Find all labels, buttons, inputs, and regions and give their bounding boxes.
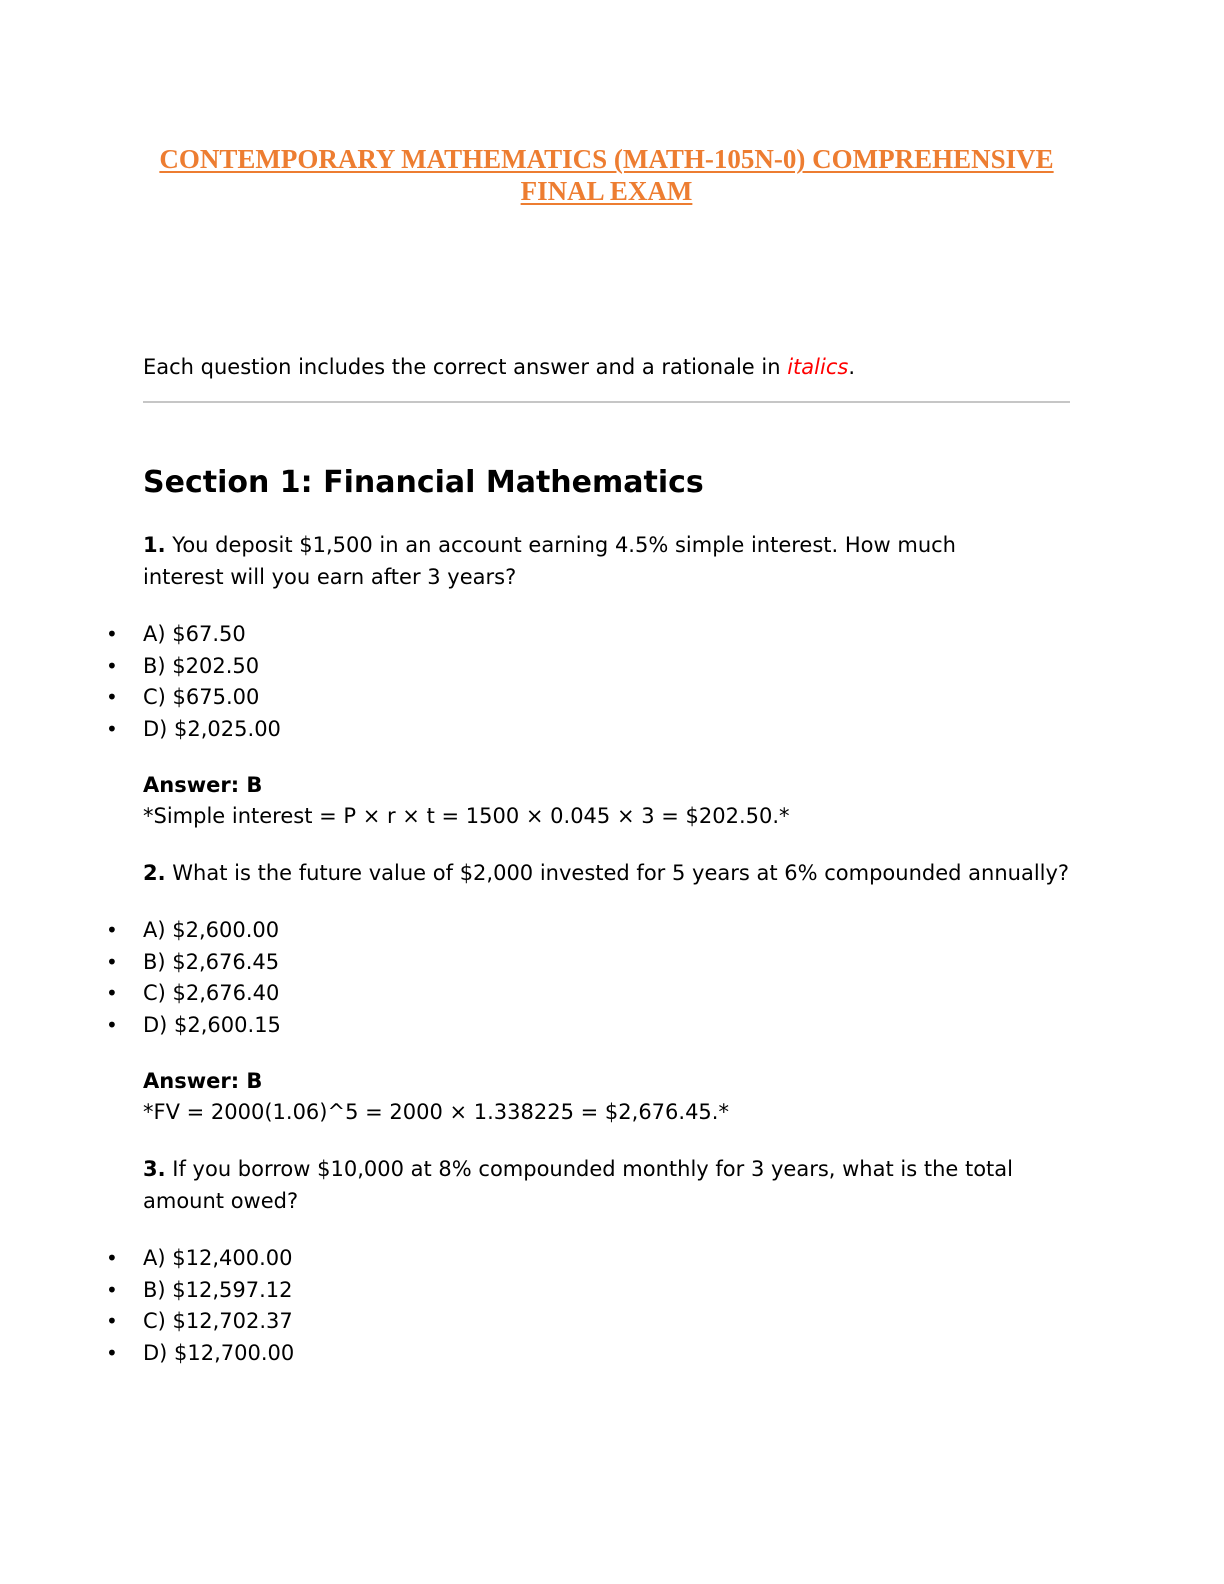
option-label: A) $12,400.00 — [143, 1246, 293, 1270]
bullet-icon: • — [106, 1277, 118, 1302]
option-label: A) $2,600.00 — [143, 918, 280, 942]
bullet-icon: • — [106, 981, 118, 1006]
bullet-icon: • — [106, 949, 118, 974]
question-2 — [143, 857, 1070, 889]
option-item — [0, 619, 281, 651]
intro-text — [143, 352, 1070, 382]
option-item — [0, 682, 281, 714]
exam-title-line-2: FINAL EXAM — [520, 176, 693, 206]
question-2-answer — [143, 1066, 1070, 1128]
exam-title — [143, 143, 1070, 207]
question-text: If you borrow $10,000 at 8% compounded monthly for 3 years, what is the total amount owed? — [143, 1157, 1013, 1213]
option-item — [0, 978, 281, 1010]
option-item — [0, 1306, 294, 1338]
option-label: C) $675.00 — [143, 685, 260, 710]
option-item — [0, 915, 281, 947]
option-item — [0, 947, 281, 979]
bullet-icon: • — [106, 918, 118, 942]
bullet-icon: • — [106, 1309, 118, 1334]
answer-label: Answer: B — [143, 1069, 263, 1093]
option-label: B) $12,597.12 — [143, 1277, 293, 1302]
bullet-icon: • — [106, 1013, 118, 1038]
question-2-options — [0, 915, 281, 1042]
option-label: B) $2,676.45 — [143, 949, 280, 974]
option-label: C) $2,676.40 — [143, 981, 280, 1006]
option-item — [0, 651, 281, 683]
bullet-icon: • — [106, 653, 118, 678]
question-3 — [143, 1153, 1043, 1217]
question-number: 1. — [143, 533, 166, 557]
answer-rationale: *FV = 2000(1.06)^5 = 2000 × 1.338225 = $2,676.45.* — [143, 1100, 729, 1124]
option-label: D) $2,600.15 — [143, 1013, 281, 1038]
intro-italic-word: italics — [787, 355, 849, 379]
question-1-answer — [143, 770, 1070, 832]
bullet-icon: • — [106, 685, 118, 710]
bullet-icon: • — [106, 717, 118, 742]
option-item — [0, 1338, 294, 1370]
question-number: 2. — [143, 861, 166, 885]
option-label: C) $12,702.37 — [143, 1309, 293, 1334]
option-item — [0, 1010, 281, 1042]
bullet-icon: • — [106, 1246, 118, 1270]
horizontal-divider — [143, 401, 1070, 403]
bullet-icon: • — [106, 1341, 118, 1366]
intro-text-after: . — [848, 355, 855, 379]
answer-rationale: *Simple interest = P × r × t = 1500 × 0.045 × 3 = $202.50.* — [143, 804, 790, 828]
exam-title-line-1: CONTEMPORARY MATHEMATICS (MATH-105N-0) COMPREHENSIVE — [159, 144, 1054, 174]
question-number: 3. — [143, 1157, 166, 1181]
option-label: D) $2,025.00 — [143, 717, 281, 742]
answer-label: Answer: B — [143, 773, 263, 797]
question-text: What is the future value of $2,000 invested for 5 years at 6% compounded annually? — [172, 861, 1070, 885]
question-1 — [143, 529, 1043, 593]
section-title: Section 1: Financial Mathematics — [143, 465, 704, 500]
question-1-options — [0, 619, 281, 746]
option-item — [0, 714, 281, 746]
bullet-icon: • — [106, 622, 118, 646]
question-3-options — [0, 1243, 294, 1370]
option-item — [0, 1243, 294, 1275]
question-text: You deposit $1,500 in an account earning 4.5% simple interest. How much interest will you earn after 3 years? — [143, 533, 956, 589]
option-label: D) $12,700.00 — [143, 1341, 295, 1366]
option-label: A) $67.50 — [143, 622, 246, 646]
option-label: B) $202.50 — [143, 653, 260, 678]
intro-text-before: Each question includes the correct answer and a rationale in — [143, 355, 788, 379]
option-item — [0, 1275, 294, 1307]
